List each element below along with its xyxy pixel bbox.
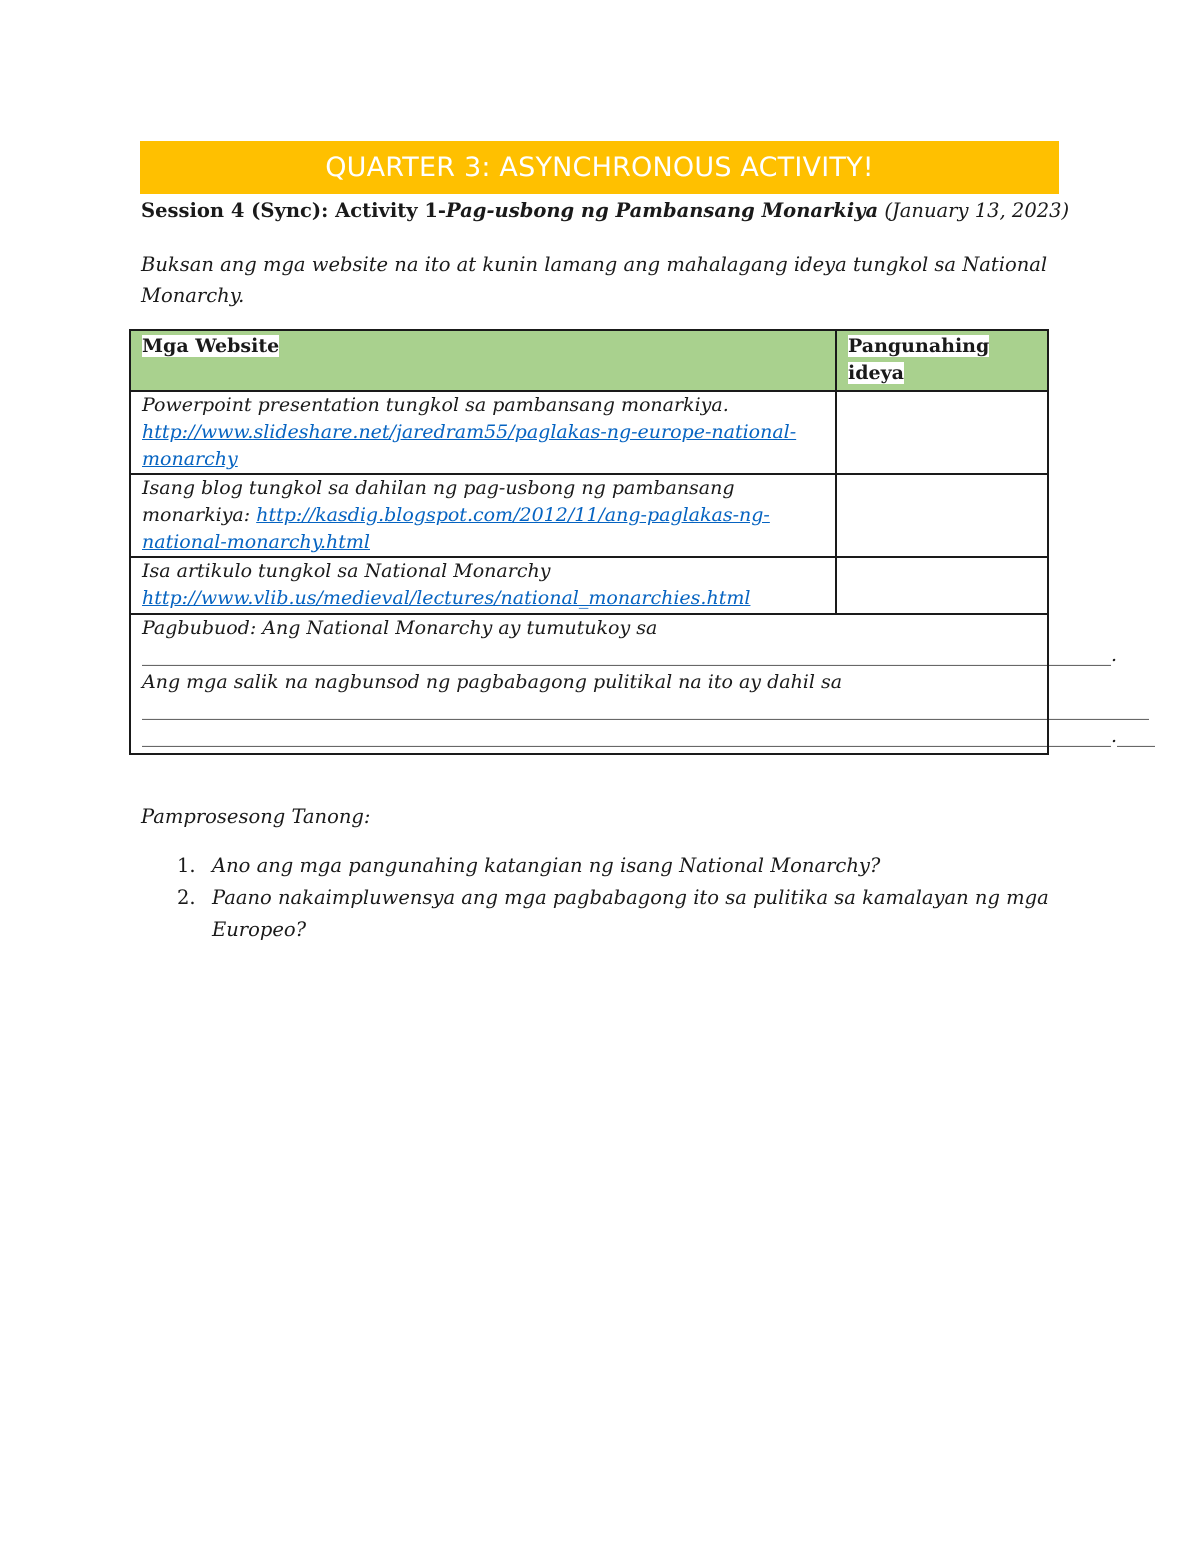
question-number: 2. — [177, 886, 196, 909]
summary-row — [130, 614, 1048, 754]
header-label-websites: Mga Website — [142, 335, 280, 357]
session-line — [141, 196, 1141, 226]
header-cell-main-idea — [836, 330, 1048, 391]
summary-blank-1[interactable]: ______________________________________________________________________________________________________. — [142, 644, 1118, 666]
table-row — [130, 391, 1048, 474]
session-activity-title: Pag-usbong ng Pambansang Monarkiya — [446, 199, 879, 222]
website-description: Isa artikulo tungkol sa National Monarchy — [142, 560, 551, 582]
main-idea-cell[interactable] — [836, 557, 1048, 614]
questions-heading: Pamprosesong Tanong: — [141, 805, 371, 828]
list-item — [141, 882, 1061, 946]
question-text: Ano ang mga pangunahing katangian ng isang National Monarchy? — [212, 854, 881, 877]
banner-title: QUARTER 3: ASYNCHRONOUS ACTIVITY! — [325, 152, 874, 183]
website-cell — [130, 557, 836, 614]
main-idea-cell[interactable] — [836, 474, 1048, 557]
website-link[interactable]: http://www.vlib.us/medieval/lectures/national_monarchies.html — [142, 587, 751, 609]
website-cell — [130, 474, 836, 557]
question-number: 1. — [177, 854, 196, 877]
header-cell-websites — [130, 330, 836, 391]
questions-list — [141, 850, 1061, 946]
summary-blank-2[interactable]: __________________________________________________________________________________________________________ — [142, 698, 1149, 720]
website-description: Isang blog tungkol sa dahilan ng pag-usbong ng pambansang monarkiya: — [142, 477, 735, 526]
question-text: Paano nakaimpluwensya ang mga pagbabagong ito sa pulitika sa kamalayan ng mga Europeo? — [212, 886, 1049, 941]
website-description: Powerpoint presentation tungkol sa pambansang monarkiya. — [142, 394, 729, 416]
header-label-main-idea: Pangunahing ideya — [848, 335, 990, 384]
summary-blank-3[interactable]: ______________________________________________________________________________________________________.____ — [142, 725, 1156, 747]
table-header-row — [130, 330, 1048, 391]
summary-cell[interactable] — [130, 614, 1156, 754]
website-link[interactable]: http://kasdig.blogspot.com/2012/11/ang-paglakas-ng-national-monarchy.html — [142, 504, 770, 553]
title-banner — [140, 141, 1059, 194]
instruction-text: Buksan ang mga website na ito at kunin lamang ang mahalagang ideya tungkol sa National Monarchy. — [141, 253, 1048, 307]
website-cell — [130, 391, 836, 474]
session-prefix: Session 4 (Sync): Activity 1- — [141, 199, 447, 222]
table-row — [130, 557, 1048, 614]
main-idea-cell[interactable] — [836, 391, 1048, 474]
list-item — [141, 850, 1061, 882]
table-row — [130, 474, 1048, 557]
summary-prompt-2: Ang mga salik na nagbunsod ng pagbabagong pulitikal na ito ay dahil sa — [142, 671, 843, 693]
website-link[interactable]: http://www.slideshare.net/jaredram55/paglakas-ng-europe-national-monarchy — [142, 421, 797, 470]
summary-prompt-1: Pagbubuod: Ang National Monarchy ay tumutukoy sa — [142, 617, 658, 639]
websites-table — [129, 329, 1156, 755]
session-date: (January 13, 2023) — [878, 199, 1070, 222]
